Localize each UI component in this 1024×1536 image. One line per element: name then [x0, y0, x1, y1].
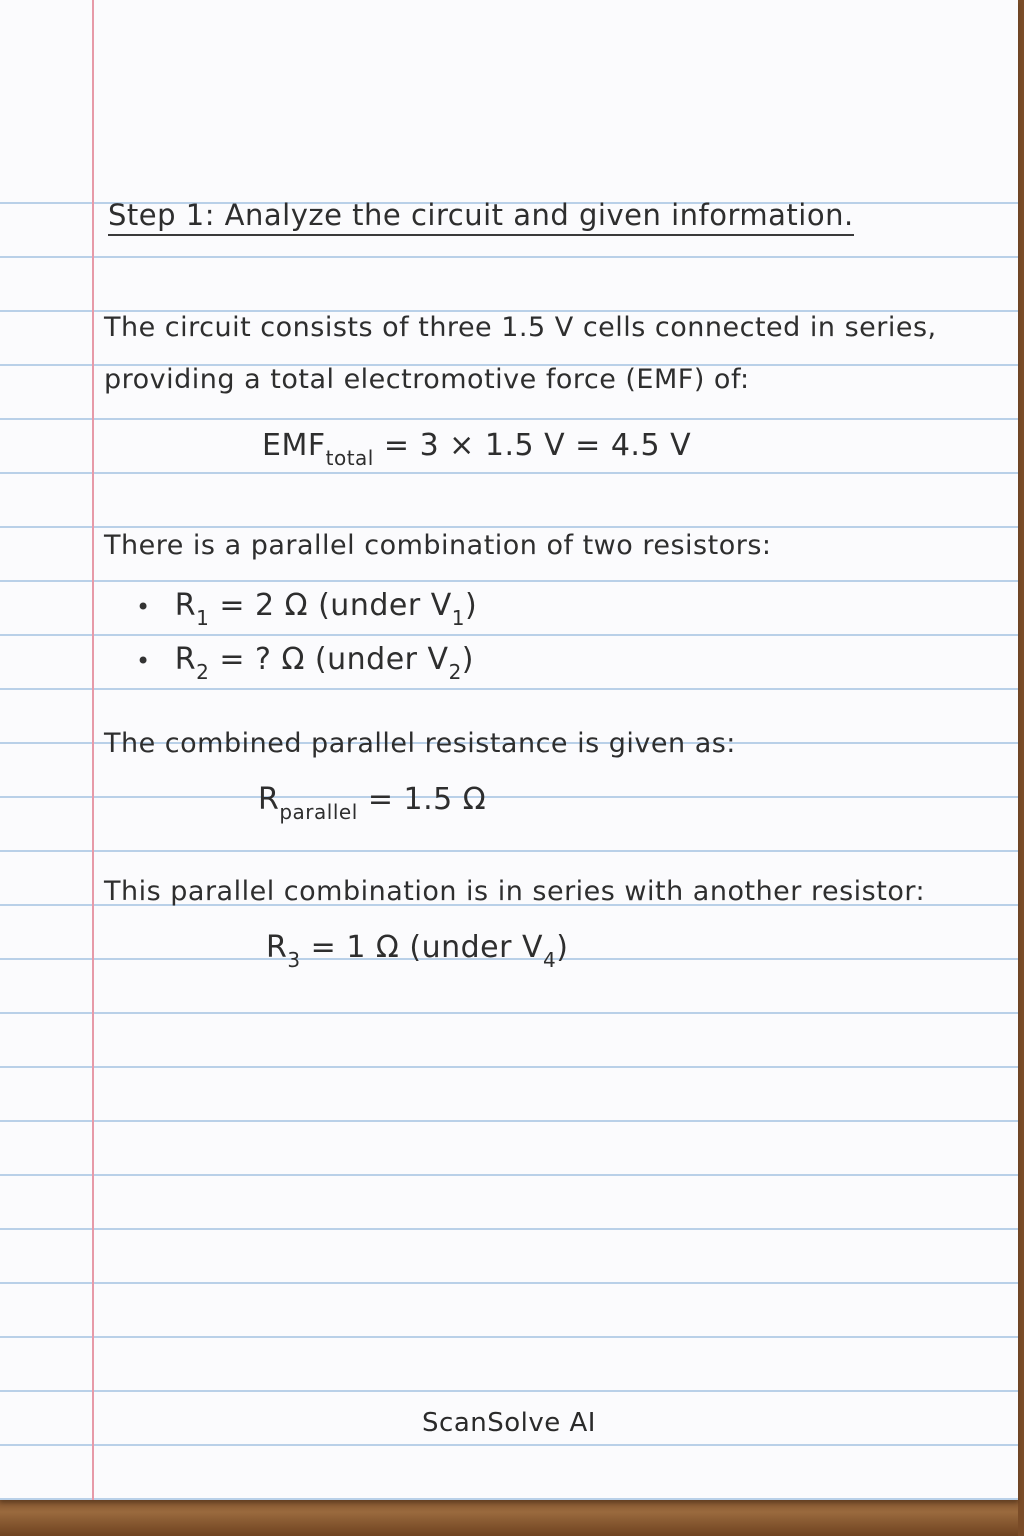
page-top-margin	[0, 0, 1018, 185]
wood-desk-surface	[0, 1496, 1024, 1536]
intro-line-2: providing a total electromotive force (EMF) of:	[104, 364, 750, 395]
r1-value: = 2 Ω (under V	[219, 588, 452, 623]
r2-close: )	[461, 642, 475, 677]
rparallel-subscript: parallel	[279, 800, 358, 824]
rparallel-value: = 1.5 Ω	[367, 782, 487, 817]
brand-footer: ScanSolve AI	[422, 1408, 596, 1438]
r3-equation	[266, 930, 568, 972]
r2-value: = ? Ω (under V	[219, 642, 449, 677]
bullet: •	[136, 647, 151, 675]
emf-rhs: = 3 × 1.5 V = 4.5 V	[383, 428, 692, 463]
r3-close: )	[556, 930, 569, 965]
rparallel-symbol: R	[258, 782, 280, 817]
r3-subscript: 3	[287, 948, 301, 972]
emf-symbol: EMF	[262, 428, 326, 463]
emf-subscript: total	[325, 446, 374, 470]
list-item-r1	[136, 588, 477, 630]
r1-close: )	[464, 588, 478, 623]
parallel-intro: There is a parallel combination of two resistors:	[104, 530, 772, 561]
r2-symbol: R	[174, 642, 197, 677]
parallel-resistance-equation	[258, 782, 486, 824]
list-item-r2	[136, 642, 474, 684]
combined-intro: The combined parallel resistance is given as:	[104, 728, 736, 759]
v4-subscript: 4	[543, 948, 557, 972]
v1-subscript: 1	[451, 606, 465, 630]
r1-subscript: 1	[196, 606, 210, 630]
wood-desk-edge	[1018, 0, 1024, 1536]
intro-line-1: The circuit consists of three 1.5 V cells connected in series,	[104, 312, 937, 343]
emf-equation	[262, 428, 691, 470]
r2-subscript: 2	[196, 660, 210, 684]
bullet: •	[136, 593, 151, 621]
r3-symbol: R	[266, 930, 288, 965]
r1-symbol: R	[174, 588, 197, 623]
step-heading: Step 1: Analyze the circuit and given information.	[108, 198, 854, 236]
series-intro: This parallel combination is in series with another resistor:	[104, 876, 926, 907]
v2-subscript: 2	[448, 660, 462, 684]
red-margin-line	[92, 0, 94, 1500]
r3-value: = 1 Ω (under V	[310, 930, 544, 965]
